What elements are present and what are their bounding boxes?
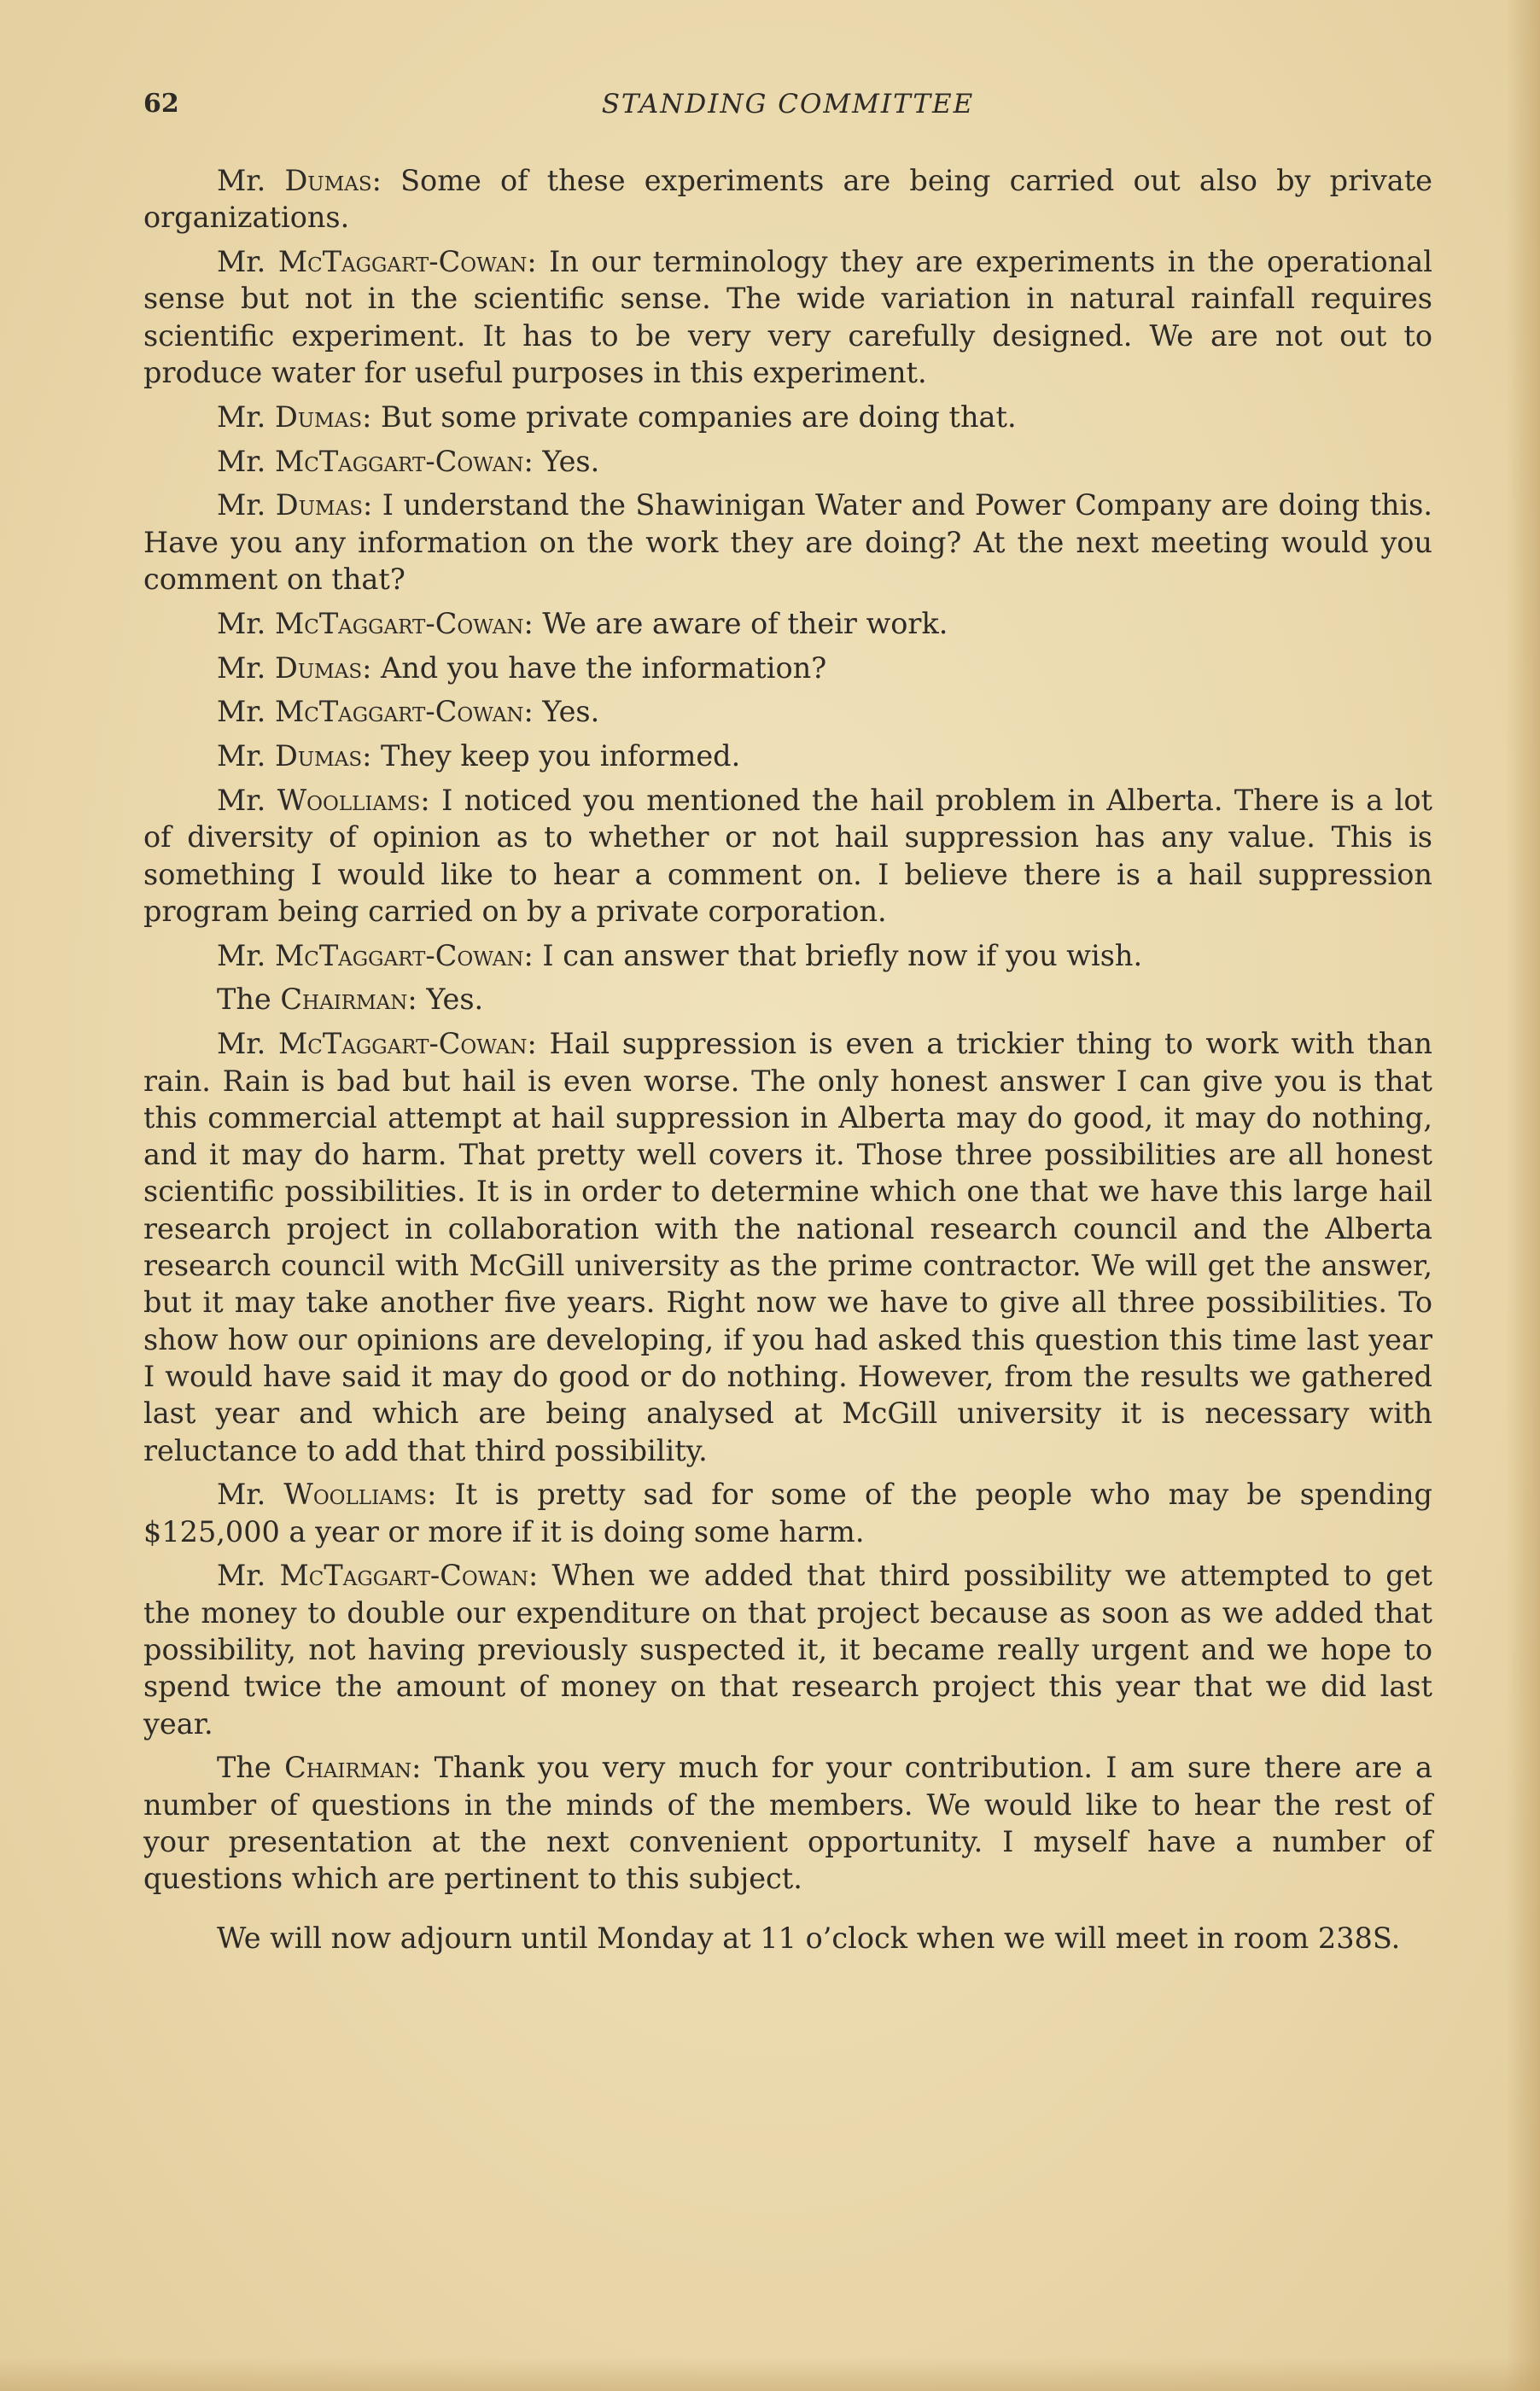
paragraph-text: They keep you informed. (371, 739, 741, 773)
speaker-name: McTaggart-Cowan: (277, 245, 537, 279)
speaker-name: Dumas: (274, 650, 372, 685)
paragraph (143, 937, 1432, 974)
speaker-name: Chairman: (284, 1751, 422, 1785)
paragraph-text: When we added that third possibility we attempted to get the money to double our expenditure on that project because as soon as we added that possibility, not having previously suspected it, it became really urgent and we hope to spend twice the amount of money on that research project this year that we did last year. (143, 1559, 1432, 1741)
paragraph (143, 650, 1432, 686)
paragraph-text: I understand the Shawinigan Water and Power Company are doing this. Have you any information on the work they are doing? At the next meeting would you comment on that? (143, 488, 1432, 596)
speaker-prefix: The (217, 1751, 285, 1785)
paragraph-text: Yes. (533, 444, 600, 478)
paragraph-text: Hail suppression is even a trickier thing to work with than rain. Rain is bad but hail is even worse. The only honest answer I can give you is that this commercial attempt at hail suppression in Alberta may do good, it may do nothing, and it may do harm. That pretty well covers it. Those three possibilities are all honest scientific possibilities. It is in order to determine which one that we have this large hail research project in collaboration with the national research council and the Alberta research council with McGill university as the prime contractor. We will get the answer, but it may take another five years. Right now we have to give all three possibilities. To show how our opinions are developing, if you had asked this question this time last year I would have said it may do good or do nothing. However, from the results we gathered last year and which are being analysed at McGill university it is necessary with reluctance to add that third possibility. (143, 1027, 1432, 1467)
speaker-prefix: Mr. (217, 488, 276, 522)
paragraph (143, 399, 1432, 435)
closing-paragraph: We will now adjourn until Monday at 11 o’clock when we will meet in room 238S. (217, 1921, 1401, 1955)
paragraph-text: Some of these experiments are being carried out also by private organizations. (143, 164, 1432, 235)
paragraph-text: Yes. (533, 695, 600, 729)
paragraph-text: Thank you very much for your contribution. I am sure there are a number of questions in the minds of the members. We would like to hear the rest of your presentation at the next convenient opportunity. I myself have a number of questions which are pertinent to this subject. (143, 1751, 1432, 1896)
paragraph-text: We are aware of their work. (533, 606, 948, 640)
speaker-prefix: Mr. (217, 1559, 280, 1593)
speaker-prefix: Mr. (217, 650, 275, 685)
running-head: STANDING COMMITTEE (601, 89, 975, 120)
speaker-name: Dumas: (275, 488, 373, 522)
speaker-prefix: Mr. (217, 606, 275, 640)
speaker-prefix: Mr. (217, 938, 275, 972)
speaker-prefix: Mr. (217, 164, 285, 197)
speaker-name: McTaggart-Cowan: (274, 695, 534, 729)
paragraph-text: In our terminology they are experiments in the operational sense but not in the scientific sense. The wide variation in natural rainfall requires scientific experiment. It has to be very very carefully designed. We are not out to produce water for useful purposes in this experiment. (143, 245, 1432, 389)
paragraph (143, 443, 1432, 480)
speaker-prefix: Mr. (217, 399, 275, 434)
paragraph (143, 162, 1432, 236)
paragraph (143, 738, 1432, 774)
speaker-name: McTaggart-Cowan: (274, 938, 534, 972)
paragraph-text: I noticed you mentioned the hail problem in Alberta. There is a lot of diversity of opinion as to whether or not hail suppression has any value. This is something I would like to hear a comment on. I believe there is a hail suppression program being carried on by a private corporation. (143, 783, 1433, 928)
speaker-prefix: Mr. (217, 1027, 278, 1061)
speaker-prefix: Mr. (217, 1478, 284, 1512)
transcript-body (143, 162, 1432, 1963)
paragraph (143, 782, 1432, 930)
paragraph (143, 1476, 1432, 1550)
speaker-prefix: Mr. (217, 783, 277, 817)
speaker-name: McTaggart-Cowan: (279, 1559, 539, 1593)
paragraph (143, 1557, 1432, 1741)
speaker-prefix: The (217, 983, 281, 1017)
page-edge-shadow-bottom (0, 2357, 1540, 2391)
paragraph-text: But some private companies are doing that. (371, 399, 1017, 434)
paragraph (143, 487, 1432, 598)
paragraph (143, 693, 1432, 730)
speaker-name: McTaggart-Cowan: (274, 606, 534, 640)
paragraph-text: It is pretty sad for some of the people who may be spending $125,000 a year or more if it is doing some harm. (143, 1478, 1432, 1548)
speaker-prefix: Mr. (217, 245, 278, 279)
paragraph (143, 605, 1432, 642)
page-edge-shadow-right (1506, 0, 1540, 2391)
paragraph (143, 981, 1432, 1018)
speaker-name: Woolliams: (283, 1478, 437, 1512)
paragraph-text: Yes. (417, 983, 484, 1017)
speaker-name: Dumas: (274, 399, 372, 434)
speaker-prefix: Mr. (217, 695, 275, 729)
speaker-name: Woolliams: (277, 783, 430, 817)
paragraph (143, 243, 1432, 391)
speaker-prefix: Mr. (217, 444, 275, 478)
speaker-name: Dumas: (274, 739, 372, 773)
paragraph-text: And you have the information? (371, 650, 827, 685)
speaker-name: McTaggart-Cowan: (274, 444, 534, 478)
paragraph-text: I can answer that briefly now if you wish. (533, 938, 1143, 972)
paragraph (143, 1749, 1432, 1897)
speaker-name: McTaggart-Cowan: (278, 1027, 537, 1061)
page-header (143, 89, 1432, 131)
speaker-prefix: Mr. (217, 739, 275, 773)
page-number: 62 (143, 89, 179, 119)
paragraph (143, 1025, 1432, 1469)
speaker-name: Dumas: (284, 164, 382, 197)
speaker-name: Chairman: (280, 983, 417, 1017)
